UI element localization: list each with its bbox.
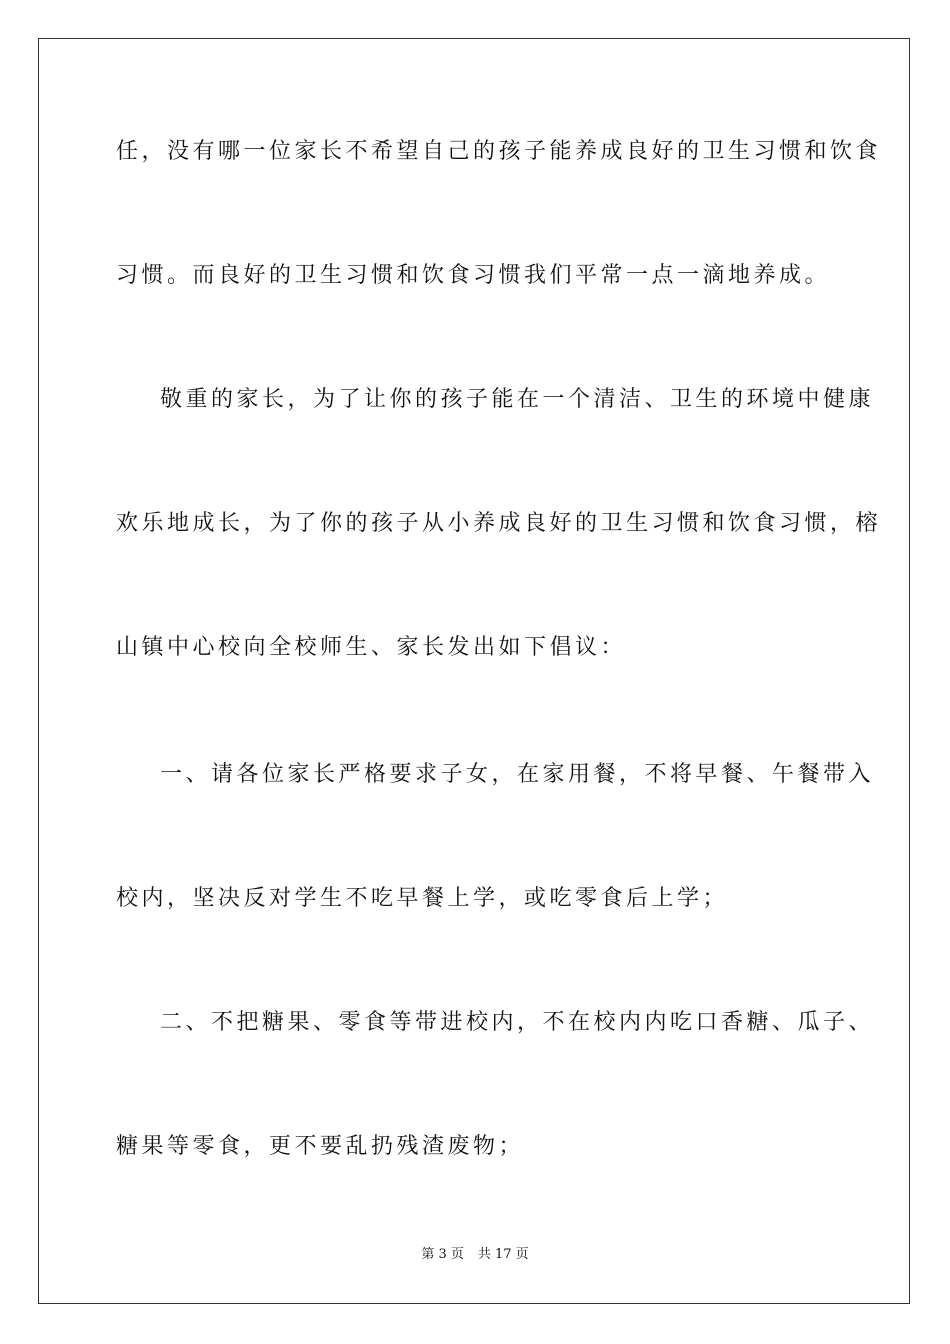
body-line-7: 校内，坚决反对学生不吃早餐上学，或吃零食后上学； xyxy=(116,886,729,911)
body-line-1: 任，没有哪一位家长不希望自己的孩子能养成良好的卫生习惯和饮食 xyxy=(116,139,882,164)
body-line-6: 一、请各位家长严格要求子女，在家用餐，不将早餐、午餐带入 xyxy=(160,762,875,787)
body-line-4: 欢乐地成长，为了你的孩子从小养成良好的卫生习惯和饮食习惯，榕 xyxy=(116,511,882,536)
page-footer xyxy=(0,1246,950,1264)
body-line-3: 敬重的家长，为了让你的孩子能在一个清洁、卫生的环境中健康 xyxy=(160,387,875,412)
body-line-5: 山镇中心校向全校师生、家长发出如下倡议： xyxy=(116,635,627,660)
body-line-8: 二、不把糖果、零食等带进校内，不在校内内吃口香糖、瓜子、 xyxy=(160,1010,875,1035)
body-line-9: 糖果等零食，更不要乱扔残渣废物； xyxy=(116,1134,525,1159)
page-frame xyxy=(38,38,910,1304)
page-total: 共 17 页 xyxy=(477,1247,529,1262)
page-number: 第 3 页 xyxy=(421,1247,464,1262)
body-line-2: 习惯。而良好的卫生习惯和饮食习惯我们平常一点一滴地养成。 xyxy=(116,263,831,288)
